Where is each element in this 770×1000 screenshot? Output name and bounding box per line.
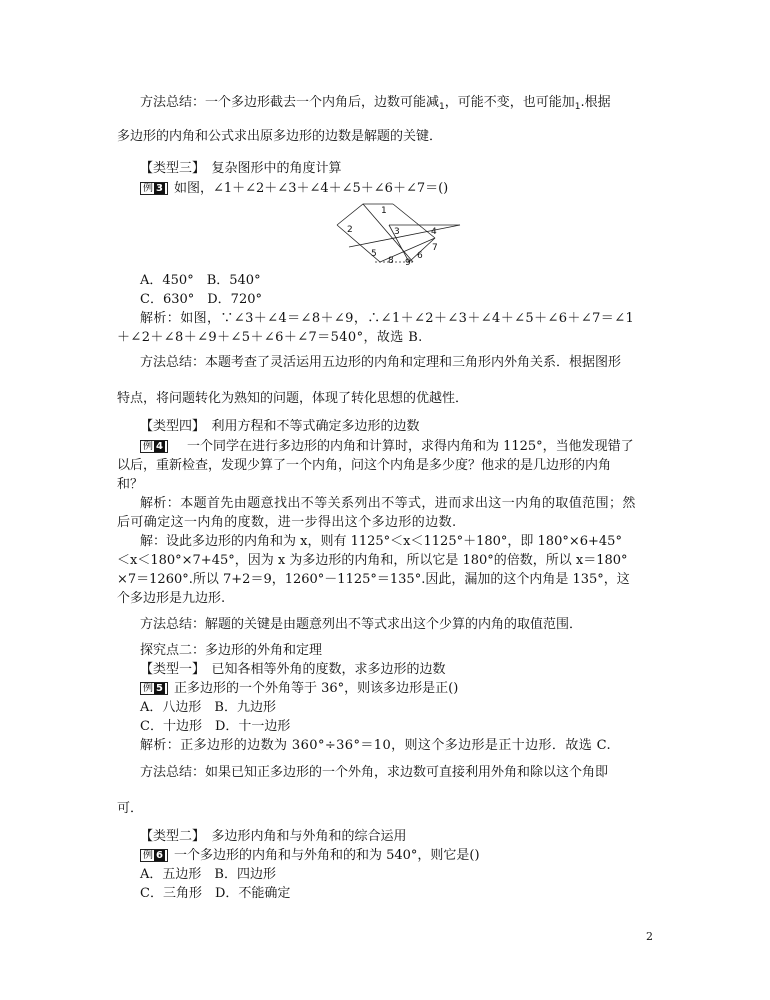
figure-label: 4 [431,227,437,237]
summary-line [140,94,611,113]
option-line: A．五边形 B．四边形 [140,867,276,882]
summary-number: 1 [574,102,581,112]
option-line: C．三角形 D．不能确定 [140,886,291,901]
figure-label: 9 [405,258,411,268]
solution-line: ×7＝1260°.所以 7+2＝9，1260°－1125°＝135°.因此，漏加的这个内角是 135°，这 [117,572,630,587]
figure-edge [349,225,460,247]
example-text: 一个多边形的内角和与外角和的和为 540°，则它是() [173,848,480,863]
summary-line: 方法总结：本题考查了灵活运用五边形的内角和定理和三角形内外角关系．根据图形 [140,355,622,370]
solution-line: 解：设此多边形的内角和为 x，则有 1125°＜x＜1125°＋180°，即 180°×6+45° [140,534,622,549]
example-text: 以后，重新检查，发现少算了一个内角，问这个内角是多少度？他求的是几边形的内角 [117,458,612,473]
example-text: 正多边形的一个外角等于 36°，则该多边形是正() [173,681,459,696]
example-text: 和？ [117,477,144,492]
solution-line: ＜x＜180°×7+45°，因为 x 为多边形的内角和，所以它是 180°的倍数，所以 x＝180° [117,553,628,568]
analysis-line: 解析：如图，∵∠3＋∠4＝∠8＋∠9，∴∠1＋∠2＋∠3＋∠4＋∠5＋∠6＋∠7＝∠1 [140,311,635,326]
section-heading-type4: 【类型四】 利用方程和不等式确定多边形的边数 [140,419,420,434]
summary-text: 方法总结：一个多边形截去一个内角后，边数可能减 [140,95,440,110]
analysis-line: 解析：正多边形的边数为 360°÷36°＝10，则这个多边形是正十边形．故选 C. [140,738,612,753]
example-6-question [140,847,480,865]
example-4-question [140,438,634,456]
analysis-line: 后可确定这一内角的度数，进一步得出这个多边形的边数. [117,515,457,530]
summary-number: 1 [439,102,445,112]
section-heading-type3: 【类型三】 复杂图形中的角度计算 [140,161,342,176]
example-badge: 例 5 [140,682,168,695]
summary-line: 方法总结：解题的关键是由题意列出不等式求出这个少算的内角的取值范围． [140,617,583,632]
analysis-line: 解析：本题首先由题意找出不等关系列出不等式，进而求出这一内角的取值范围；然 [140,496,636,511]
example-text: 一个同学在进行多边形的内角和计算时，求得内角和为 1125°，当他发现错了 [173,439,634,454]
figure-label: 1 [381,206,387,216]
solution-line: 个多边形是九边形. [117,591,226,606]
summary-text: ，可能不变，也可能加 [444,95,575,110]
summary-line: 方法总结：如果已知正多边形的一个外角，求边数可直接利用外角和除以这个角即 [140,765,609,780]
option-line: C．十边形 D．十一边形 [140,719,291,734]
analysis-line: ＋∠2＋∠8＋∠9＋∠5＋∠6＋∠7＝540°，故选 B. [117,330,423,345]
explore-heading: 探究点二：多边形的外角和定理 [140,643,323,658]
figure-label: 7 [432,243,438,253]
figure-label: 3 [394,227,400,237]
example-badge: 例 4 [140,440,168,453]
summary-line: 可． [117,801,144,816]
section-heading-type1: 【类型一】 已知各相等外角的度数，求多边形的边数 [140,662,446,677]
option-line: C．630° D．720° [140,292,262,307]
summary-text: .根据 [580,95,611,110]
angle-figure [335,200,465,270]
section-heading-type2: 【类型二】 多边形内角和与外角和的综合运用 [140,829,407,844]
example-badge: 例 6 [140,849,168,862]
example-badge: 例 3 [140,182,168,195]
example-text: 如图，∠1＋∠2＋∠3＋∠4＋∠5＋∠6＋∠7＝() [173,181,449,196]
summary-line: 多边形的内角和公式求出原多边形的边数是解题的关键． [117,129,443,144]
option-line: A．八边形 B．九边形 [140,700,276,715]
figure-label: 5 [371,249,377,259]
figure-label: 6 [417,251,423,261]
summary-line: 特点，将问题转化为熟知的问题，体现了转化思想的优越性． [117,391,469,406]
page-number: 2 [646,930,653,943]
example-3-question [140,180,448,198]
figure-label: 2 [347,225,353,235]
option-line: A．450° B．540° [140,273,261,288]
example-5-question [140,680,458,698]
figure-label: 8 [388,256,394,266]
